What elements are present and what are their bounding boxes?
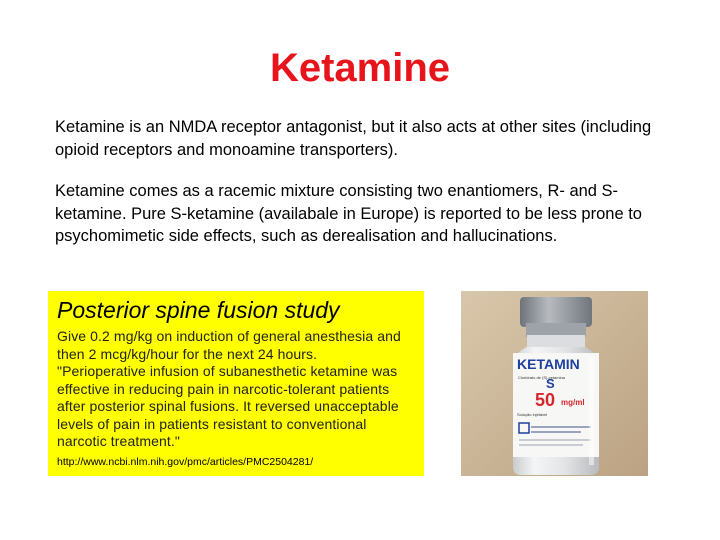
intro-paragraph: Ketamine is an NMDA receptor antagonist, but it also acts at other sites (including opioid receptors and monoamine transporters). (55, 118, 652, 159)
dosing-text: Give 0.2 mg/kg on induction of general anesthesia and then 2 mcg/kg/hour for the next 24 hours. (57, 328, 401, 362)
vial-cap (520, 297, 592, 327)
vial-label-dose: 50 (535, 390, 556, 410)
study-callout-box (48, 291, 424, 476)
svg-text:Cloridrato de (S)-cetamina: Cloridrato de (S)-cetamina (518, 375, 565, 380)
vial-label-name: KETAMIN (517, 356, 580, 372)
vial-label-s: S (546, 376, 555, 391)
enantiomer-paragraph: Ketamine comes as a racemic mixture consisting two enantiomers, R- and S-ketamine. Pure S-ketamine (availabale in Europe) is reported to be less prone to psychomimetic side effects, such as derealisation and hallucinations. (55, 182, 642, 245)
svg-text:Solução injetável: Solução injetável (517, 412, 548, 417)
study-quote: "Perioperative infusion of subanesthetic ketamine was effective in reducing pain in narcotic-tolerant patients after posterior spinal fusions. It reversed unacceptable levels of pain in patients resistant to conventional narcotic treatment." (57, 363, 399, 449)
slide-title: Ketamine (269, 46, 451, 90)
reference-link[interactable]: http://www.ncbi.nlm.nih.gov/pmc/articles/PMC2504281/ (57, 455, 314, 468)
study-heading: Posterior spine fusion study (57, 297, 340, 323)
vial-label-unit: mg/ml (561, 398, 585, 407)
ketamine-vial-photo (461, 291, 648, 476)
